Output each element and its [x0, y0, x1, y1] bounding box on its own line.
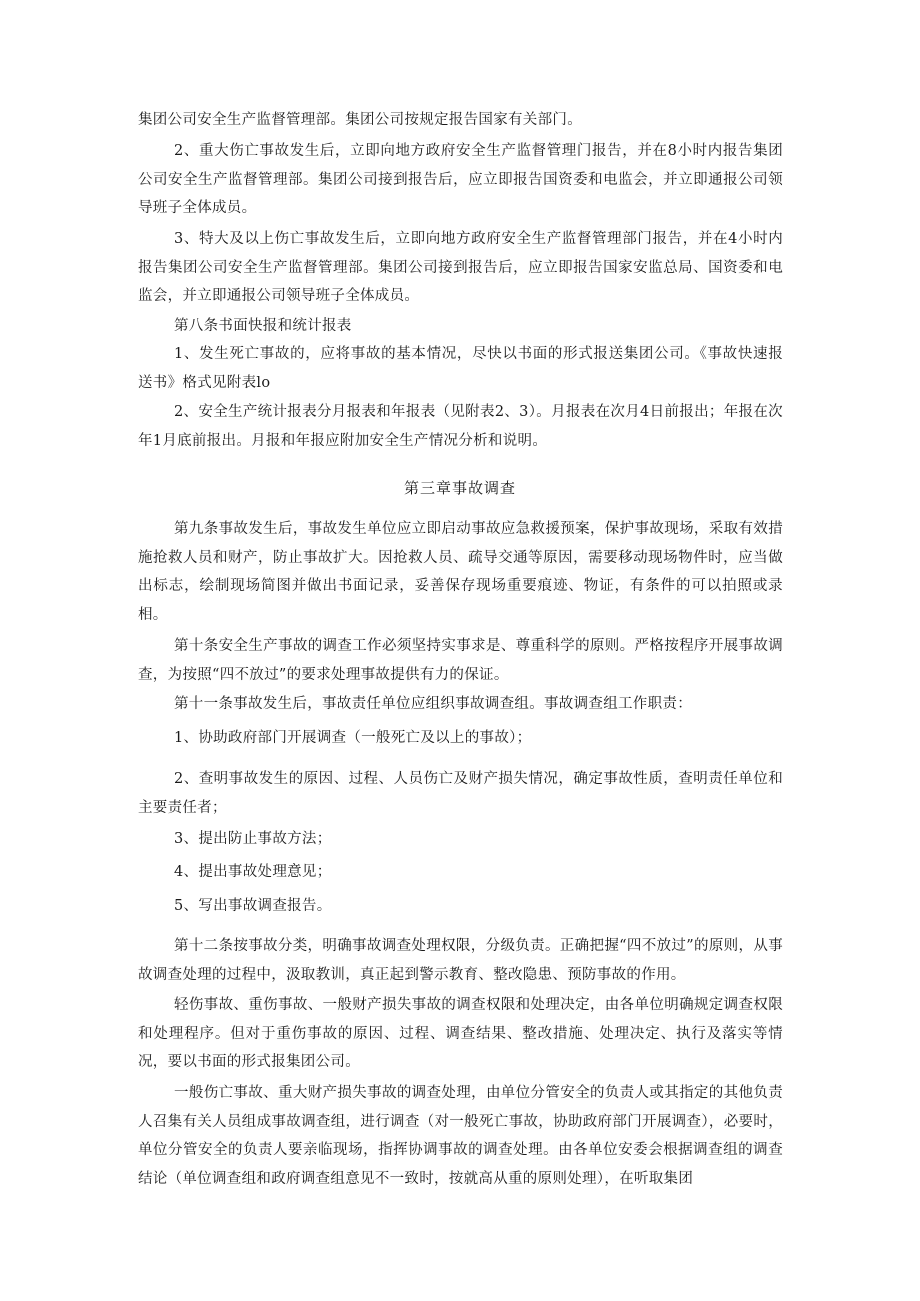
paragraph: 3、特大及以上伤亡事故发生后，立即向地方政府安全生产监督管理部门报告，并在4小时内报告集团公司安全生产监督管理部。集团公司接到报告后，应立即报告国家安监总局、国资委和电监会，并立即通报公司领导班子全体成员。 — [138, 231, 783, 304]
paragraph: 轻伤事故、重伤事故、一般财产损失事故的调查权限和处理决定，由各单位明确规定调查权限和处理程序。但对于重伤事故的原因、过程、调查结果、整改措施、处理决定、执行及落实等情况，要以书面的形式报集团公司。 — [138, 997, 783, 1070]
paragraph: 第十条安全生产事故的调查工作必须坚持实事求是、尊重科学的原则。严格按程序开展事故调查，为按照“四不放过”的要求处理事故提供有力的保证。 — [138, 638, 783, 683]
list-item: 4、提出事故处理意见； — [174, 864, 332, 880]
list-item: 5、写出事故调查报告。 — [174, 898, 332, 914]
paragraph: 第十一条事故发生后，事故责任单位应组织事故调查组。事故调查组工作职责： — [174, 696, 692, 712]
paragraph: 第九条事故发生后，事故发生单位应立即启动事故应急救援预案，保护事故现场，采取有效措施抢救人员和财产，防止事故扩大。因抢救人员、疏导交通等原因，需要移动现场物件时，应当做出标志，绘制现场简图并做出书面记录，妥善保存现场重要痕迹、物证，有条件的可以拍照或录相。 — [138, 521, 783, 623]
list-item: 2、查明事故发生的原因、过程、人员伤亡及财产损失情况，确定事故性质，查明责任单位和主要责任者； — [138, 771, 783, 816]
paragraph: 一般伤亡事故、重大财产损失事故的调查处理，由单位分管安全的负责人或其指定的其他负责人召集有关人员组成事故调查组，进行调查（对一般死亡事故，协助政府部门开展调查），必要时，单位分管安全的负责人要亲临现场，指挥协调事故的调查处理。由各单位安委会根据调查组的调查结论（单位调查组和政府调查组意见不一致时，按就高从重的原则处理），在听取集团 — [138, 1085, 783, 1187]
list-item: 3、提出防止事故方法； — [174, 831, 332, 847]
paragraph: 2、安全生产统计报表分月报表和年报表（见附表2、3）。月报表在次月4日前报出；年报在次年1月底前报出。月报和年报应附加安全生产情况分析和说明。 — [138, 404, 783, 449]
list-item: 1、协助政府部门开展调查（一般死亡及以上的事故）； — [174, 730, 532, 746]
paragraph: 第十二条按事故分类，明确事故调查处理权限，分级负责。正确把握“四不放过”的原则，从事故调查处理的过程中，汲取教训，真正起到警示教育、整改隐患、预防事故的作用。 — [138, 938, 783, 983]
paragraph: 1、发生死亡事故的，应将事故的基本情况，尽快以书面的形式报送集团公司。《事故快速报送书》格式见附表lo — [138, 346, 783, 391]
paragraph: 2、重大伤亡事故发生后，立即向地方政府安全生产监督管理门报告，并在8小时内报告集团公司安全生产监督管理部。集团公司接到报告后，应立即报告国资委和电监会，并立即通报公司领导班子全体成员。 — [138, 143, 783, 216]
paragraph-article-heading: 第八条书面快报和统计报表 — [174, 318, 352, 334]
chapter-title: 第三章事故调查 — [403, 479, 516, 497]
paragraph: 集团公司安全生产监督管理部。集团公司按规定报告国家有关部门。 — [138, 112, 582, 128]
